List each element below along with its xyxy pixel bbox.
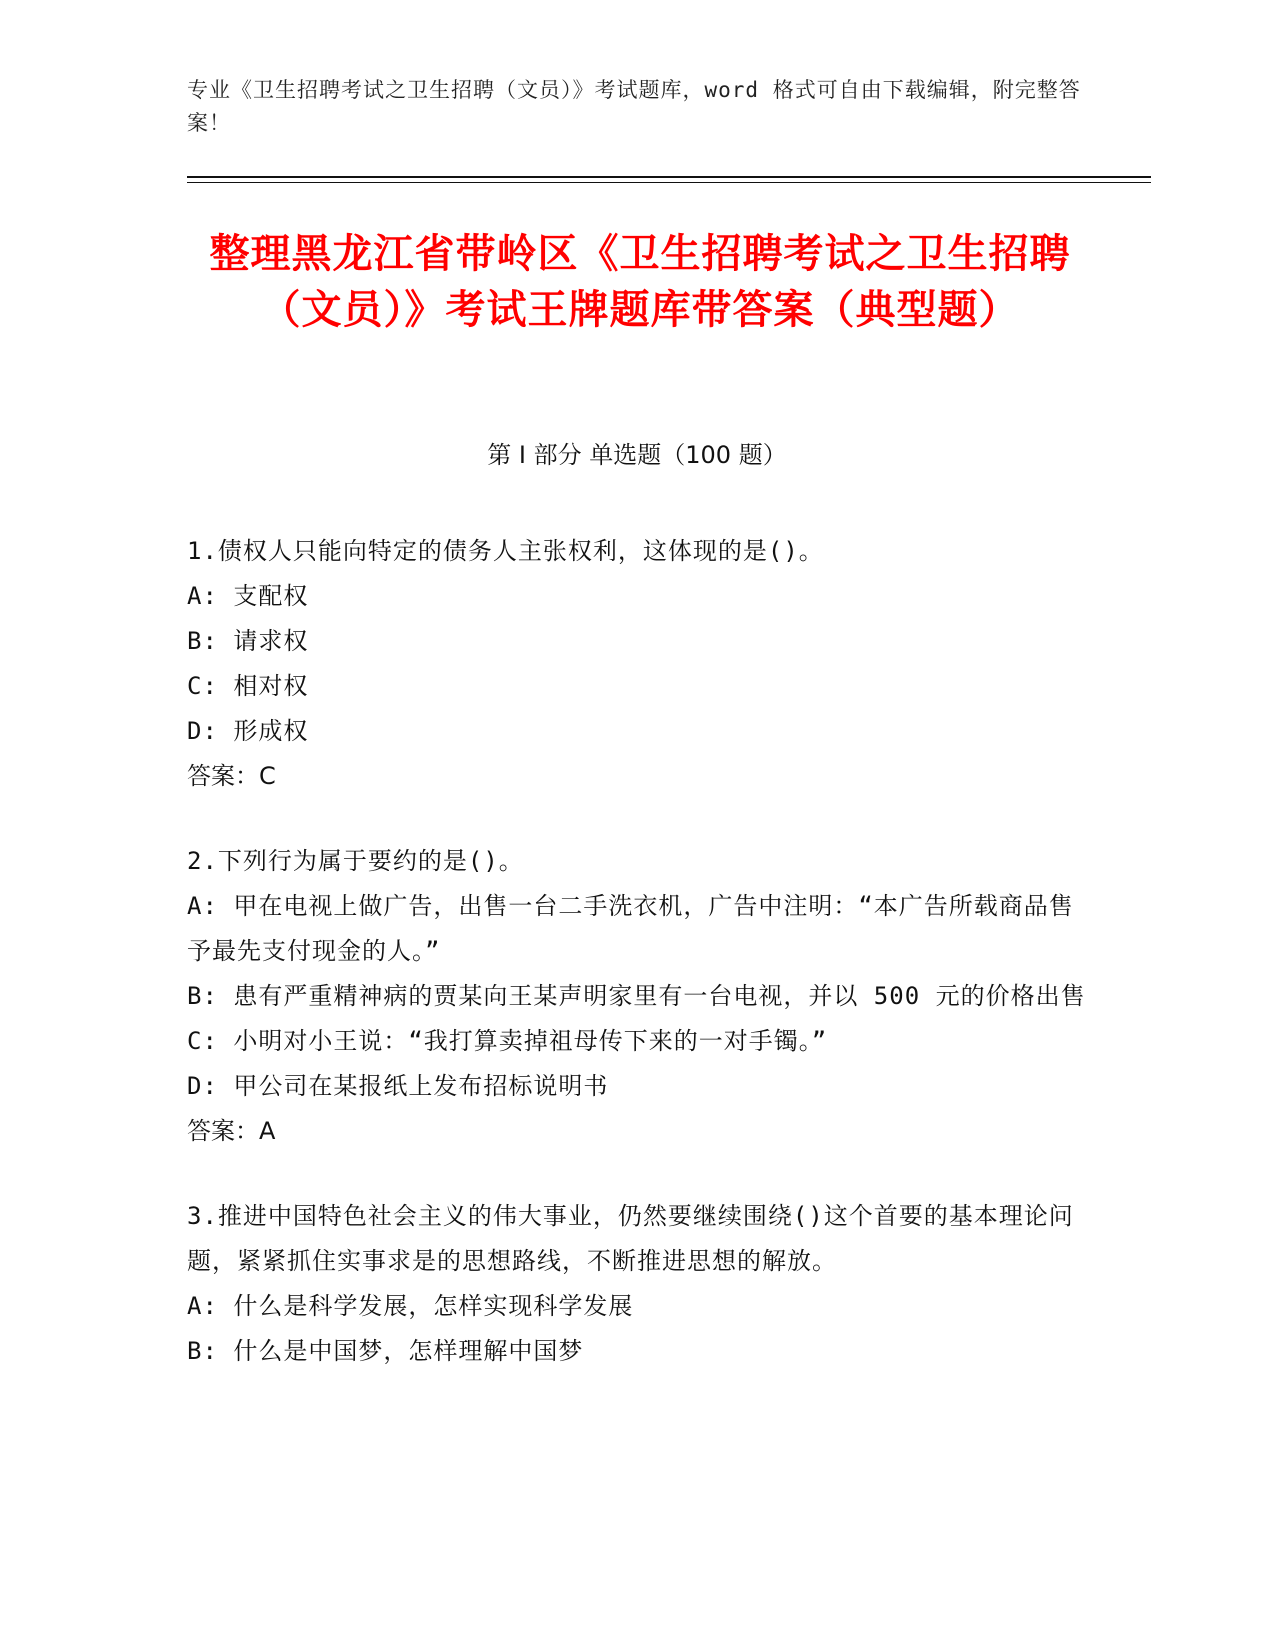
header-rule-thick xyxy=(187,176,1151,178)
question-2 xyxy=(187,839,1087,1154)
header-rule-thin xyxy=(187,182,1151,183)
option-b: B: 患有严重精神病的贾某向王某声明家里有一台电视，并以 500 元的价格出售 xyxy=(187,982,1086,1010)
section-title: 第 I 部分 单选题（100 题） xyxy=(487,441,787,469)
question-3 xyxy=(187,1194,1087,1374)
question-1 xyxy=(187,529,1087,799)
answer-line: 答案：C xyxy=(187,762,276,790)
option-a: A: 支配权 xyxy=(187,582,309,610)
header-note: 专业《卫生招聘考试之卫生招聘（文员）》考试题库，word 格式可自由下载编辑，附完整答案！ xyxy=(187,78,1081,135)
option-b: B: 什么是中国梦，怎样理解中国梦 xyxy=(187,1337,584,1365)
question-list xyxy=(187,529,1087,1414)
option-d: D: 甲公司在某报纸上发布招标说明书 xyxy=(187,1072,609,1100)
question-stem: 1.债权人只能向特定的债务人主张权利，这体现的是()。 xyxy=(187,537,824,565)
option-a: A: 什么是科学发展，怎样实现科学发展 xyxy=(187,1292,634,1320)
option-c: C: 小明对小王说：“我打算卖掉祖母传下来的一对手镯。” xyxy=(187,1027,828,1055)
document-title: 整理黑龙江省带岭区《卫生招聘考试之卫生招聘（文员）》考试王牌题库带答案（典型题） xyxy=(209,231,1071,333)
option-d: D: 形成权 xyxy=(187,717,309,745)
option-a: A: 甲在电视上做广告，出售一台二手洗衣机，广告中注明：“本广告所载商品售予最先支付现金的人。” xyxy=(187,892,1074,965)
question-stem: 3.推进中国特色社会主义的伟大事业，仍然要继续围绕()这个首要的基本理论问题，紧紧抓住实事求是的思想路线，不断推进思想的解放。 xyxy=(187,1202,1074,1275)
option-b: B: 请求权 xyxy=(187,627,309,655)
option-c: C: 相对权 xyxy=(187,672,309,700)
question-stem: 2.下列行为属于要约的是()。 xyxy=(187,847,524,875)
answer-line: 答案：A xyxy=(187,1117,276,1145)
